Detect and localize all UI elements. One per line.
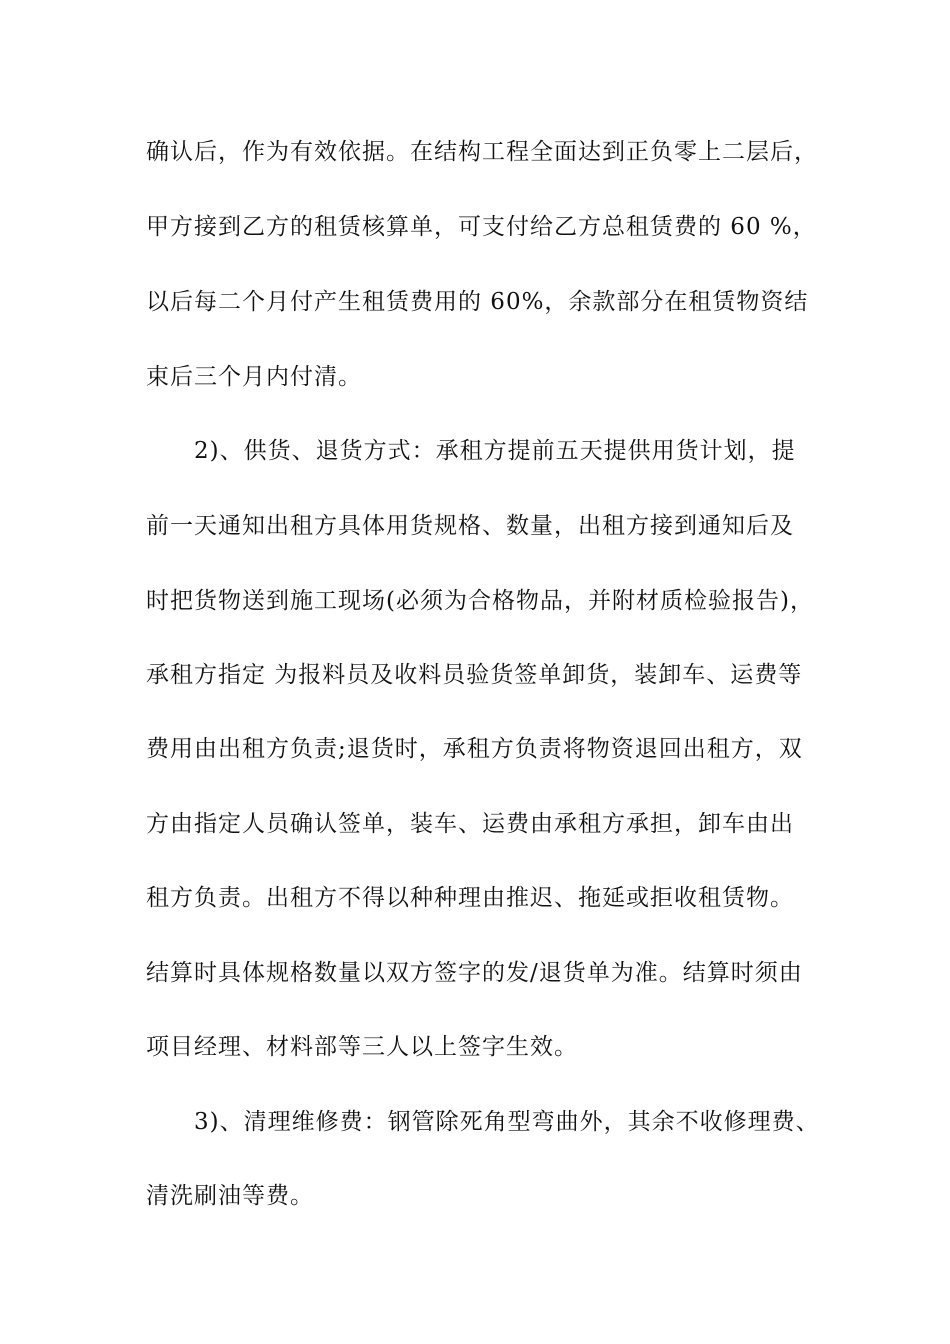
text-line: 租方负责。出租方不得以种种理由推迟、拖延或拒收租赁物。 <box>146 885 794 911</box>
text-line: 确认后，作为有效依据。在结构工程全面达到正负零上二层后， <box>146 139 818 165</box>
text-line: 以后每二个月付产生租赁费用的 60%，余款部分在租赁物资结 <box>146 289 809 315</box>
text-line: 方由指定人员确认签单，装车、运费由承租方承担，卸车由出 <box>146 811 794 837</box>
text-line: 项目经理、材料部等三人以上签字生效。 <box>146 1034 578 1060</box>
section-heading-line: 2)、供货、退货方式：承租方提前五天提供用货计划，提 <box>194 438 796 464</box>
text-line: 清洗刷油等费。 <box>146 1183 314 1209</box>
text-line: 甲方接到乙方的租赁核算单，可支付给乙方总租赁费的 60 %， <box>146 214 817 240</box>
text-line: 承租方指定 为报料员及收料员验货签单卸货，装卸车、运费等 <box>146 662 803 688</box>
text-line: 时把货物送到施工现场(必须为合格物品，并附材质检验报告)， <box>146 588 814 614</box>
text-line: 费用由出租方负责;退货时，承租方负责将物资退回出租方，双 <box>146 736 803 762</box>
text-line: 束后三个月内付清。 <box>146 364 362 390</box>
section-heading-line: 3)、清理维修费：钢管除死角型弯曲外，其余不收修理费、 <box>194 1109 820 1135</box>
text-line: 结算时具体规格数量以双方签字的发/退货单为准。结算时须由 <box>146 960 803 986</box>
text-line: 前一天通知出租方具体用货规格、数量，出租方接到通知后及 <box>146 513 794 539</box>
